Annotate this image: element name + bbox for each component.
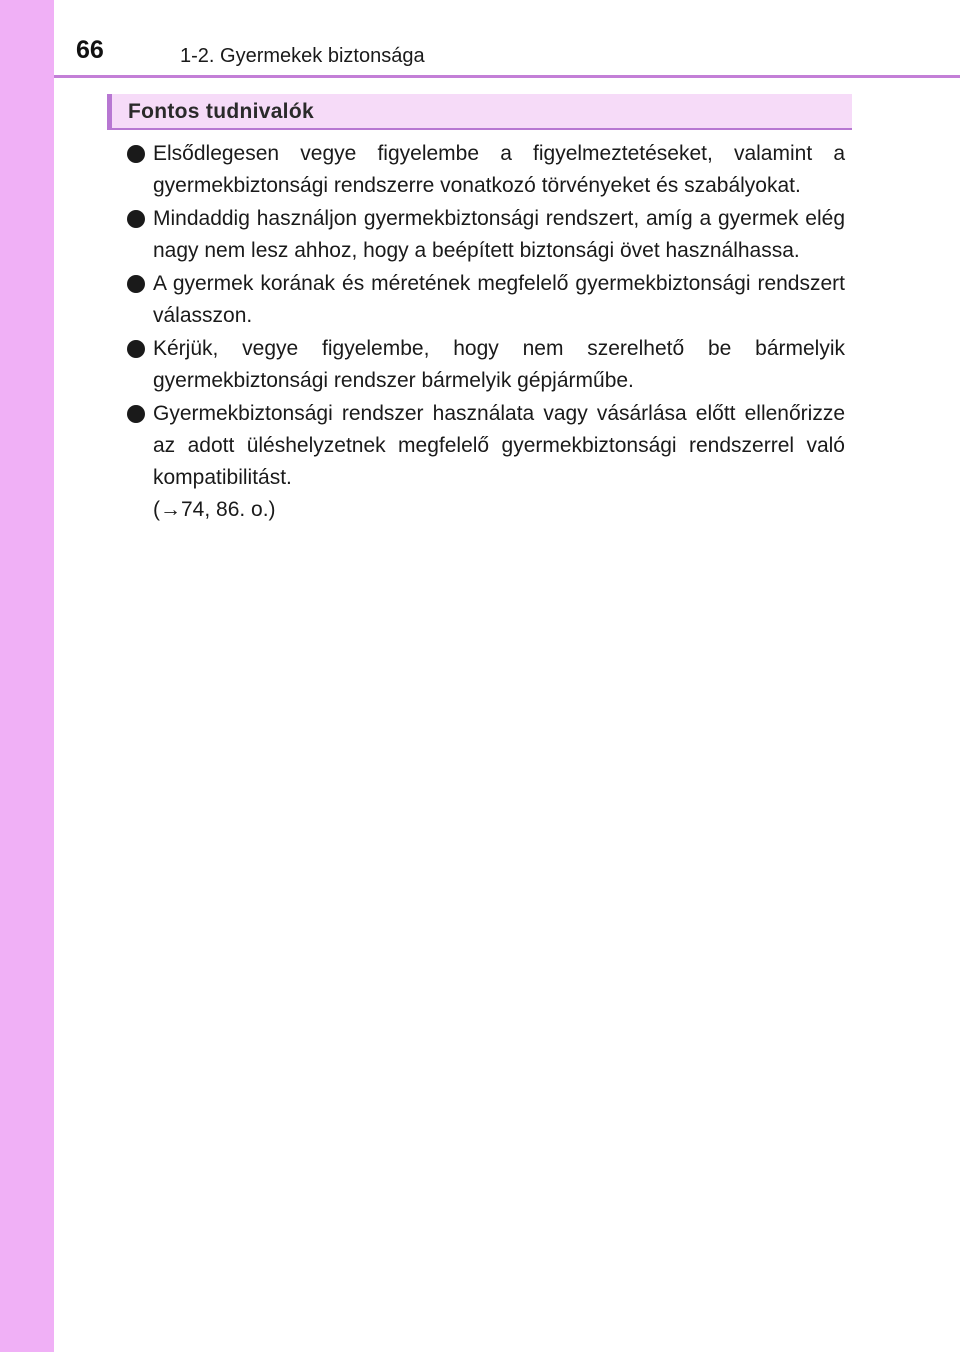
list-item (125, 138, 845, 202)
header-divider (54, 75, 960, 78)
list-item (125, 398, 845, 526)
list-item (125, 203, 845, 267)
bullet-dot-icon (127, 210, 145, 228)
important-info-box (107, 94, 852, 130)
page-number: 66 (76, 36, 104, 64)
bullet-text: Kérjük, vegye figyelembe, hogy nem szerelhető be bármelyik gyermekbiztonsági rendszer bármelyik gépjárműbe. (153, 337, 845, 392)
chapter-title: 1-2. Gyermekek biztonsága (180, 45, 425, 67)
bullet-dot-icon (127, 340, 145, 358)
bullet-dot-icon (127, 405, 145, 423)
side-color-band (0, 0, 54, 1352)
page-reference-link[interactable]: (→74, 86. o.) (153, 498, 276, 521)
bullet-dot-icon (127, 145, 145, 163)
list-item (125, 268, 845, 332)
bullet-list (125, 138, 845, 527)
box-title: Fontos tudnivalók (128, 100, 314, 123)
bullet-text: Gyermekbiztonsági rendszer használata vagy vásárlása előtt ellenőrizze az adott üléshelyzetnek megfelelő gyermekbiztonsági rendszerrel való kompatibilitást. (153, 402, 845, 489)
bullet-text: A gyermek korának és méretének megfelelő gyermekbiztonsági rendszert válasszon. (153, 272, 845, 327)
bullet-text: Elsődlegesen vegye figyelembe a figyelmeztetéseket, valamint a gyermekbiztonsági rendszerre vonatkozó törvényeket és szabályokat. (153, 142, 845, 197)
list-item (125, 333, 845, 397)
bullet-text: Mindaddig használjon gyermekbiztonsági rendszert, amíg a gyermek elég nagy nem lesz ahhoz, hogy a beépített biztonsági övet használhassa. (153, 207, 845, 262)
bullet-dot-icon (127, 275, 145, 293)
